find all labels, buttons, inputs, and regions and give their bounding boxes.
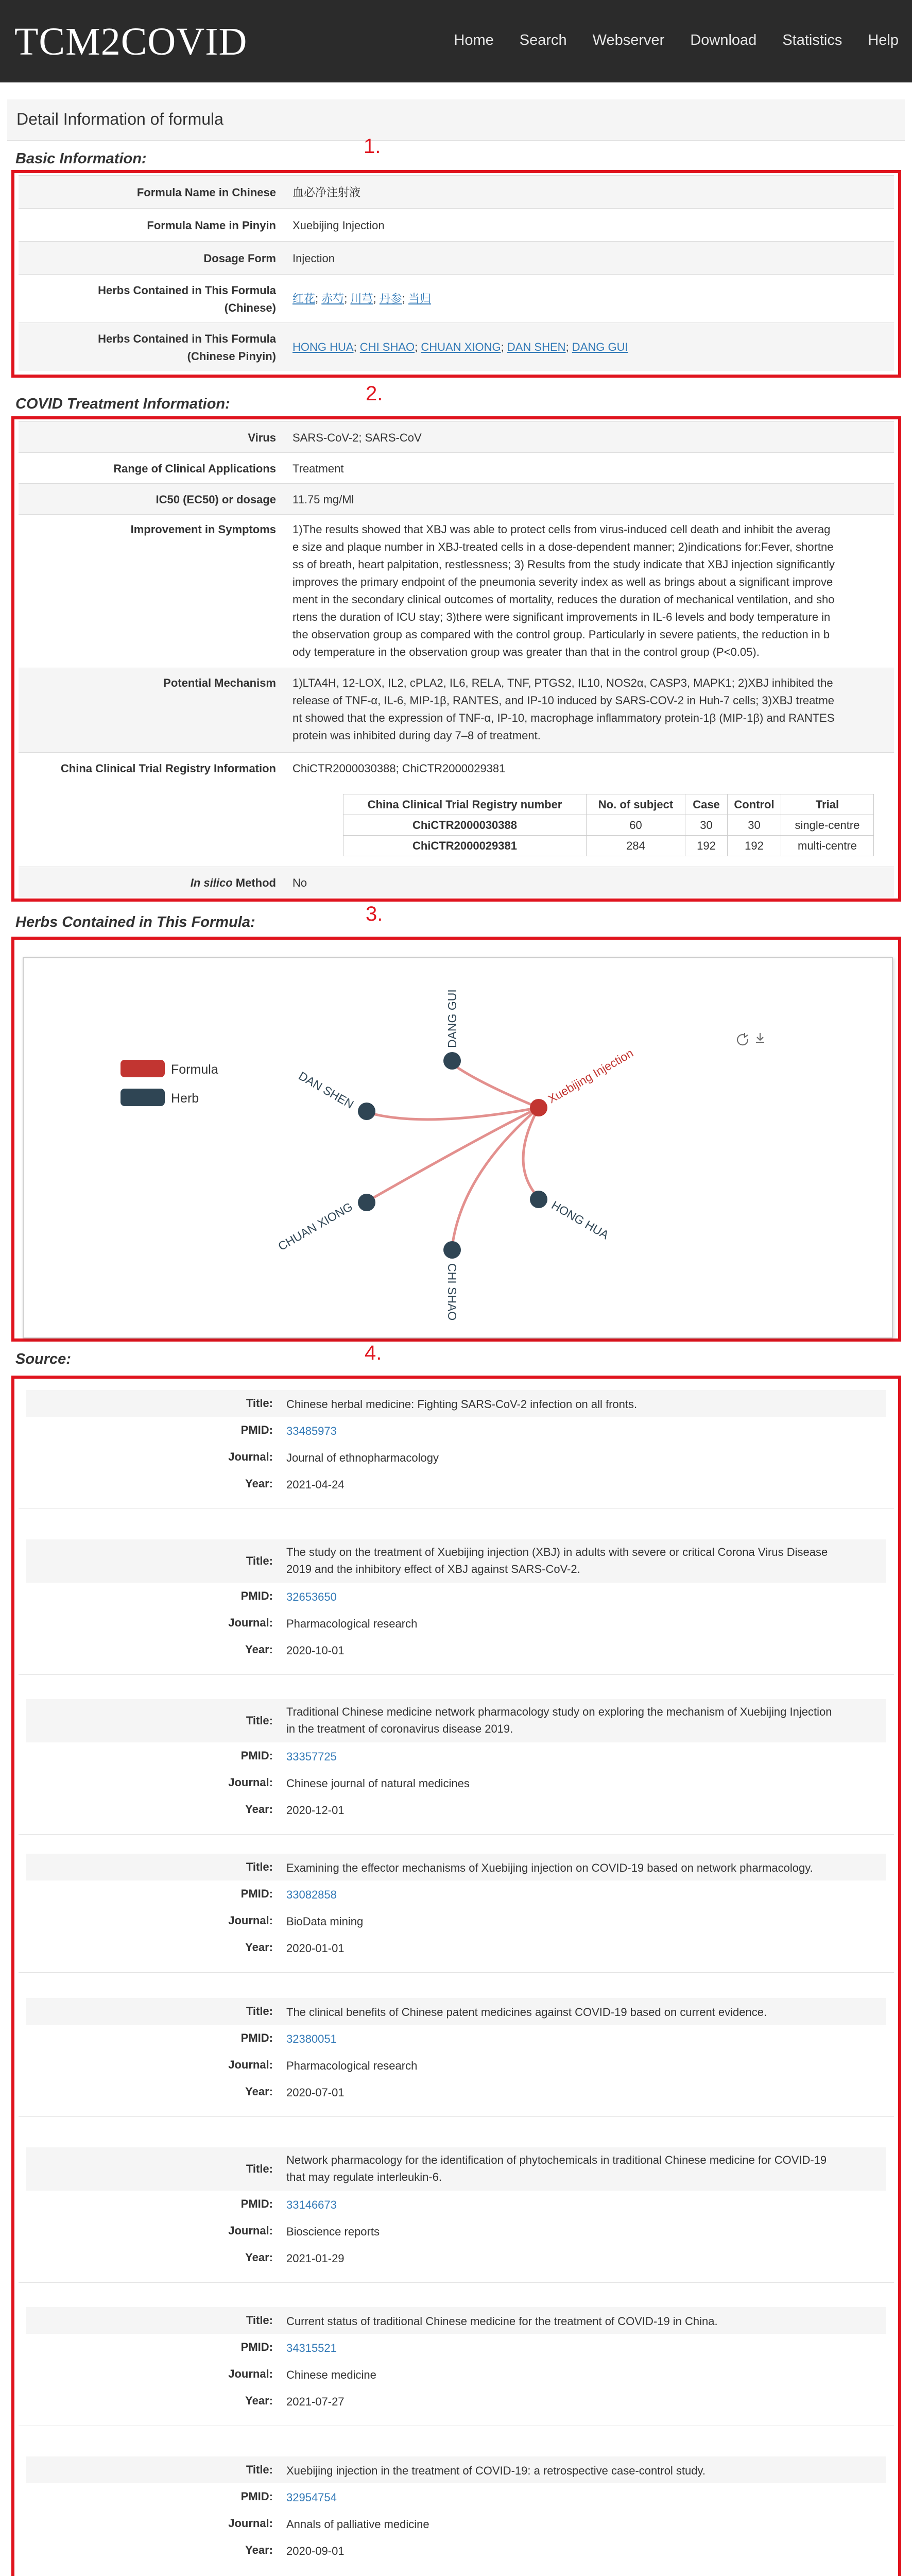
source-title-row: [26, 2147, 886, 2191]
herb-link-cn[interactable]: 丹参: [379, 292, 402, 305]
source-divider: [19, 2116, 894, 2117]
source-year-label: Year:: [245, 1643, 273, 1656]
trial-cell: 60: [587, 815, 685, 836]
label-mechanism: Potential Mechanism: [163, 676, 276, 689]
graph-edge: [369, 1108, 539, 1200]
source-title: The study on the treatment of Xuebijing injection (XBJ) in adults with severe or critical Corona Virus Disease 2019 and the inhibitory effect of XBJ against SARS-CoV-2.: [286, 1546, 828, 1575]
legend-herb-swatch[interactable]: [121, 1089, 165, 1106]
value-name-cn: 血必净注射液: [292, 186, 361, 199]
source-title-row: [26, 2307, 886, 2334]
value-insilico: No: [292, 876, 307, 889]
trial-cell: 30: [728, 815, 781, 836]
trial-col-header: Trial: [781, 794, 874, 815]
legend-formula-swatch[interactable]: [121, 1060, 165, 1077]
source-title-label: Title:: [246, 1397, 273, 1410]
source-year-label: Year:: [245, 1941, 273, 1954]
source-title: Xuebijing injection in the treatment of COVID-19: a retrospective case-control study.: [286, 2464, 705, 2477]
source-journal-row: [26, 1769, 886, 1796]
source-year-row: [26, 1796, 886, 1823]
source-journal-label: Journal:: [228, 1616, 273, 1629]
nav-download[interactable]: Download: [690, 32, 757, 48]
nav-home[interactable]: Home: [454, 32, 494, 48]
label-herbs-py: Herbs Contained in This Formula (Chinese Pinyin): [98, 332, 276, 363]
source-title: Current status of traditional Chinese medicine for the treatment of COVID-19 in China.: [286, 2315, 718, 2328]
row-herbs-py: [19, 323, 894, 371]
trial-table-header: [343, 794, 874, 815]
value-herbs-py: HONG HUA; CHI SHAO; CHUAN XIONG; DAN SHEN; DANG GUI: [292, 341, 628, 353]
pmid-link[interactable]: 33485973: [286, 1425, 337, 1437]
label-dosage: Dosage Form: [203, 252, 276, 265]
source-year-row: [26, 2078, 886, 2105]
graph-edge: [452, 1064, 539, 1108]
source-pmid: [286, 2340, 879, 2357]
source-divider: [19, 1972, 894, 1973]
source-pmid: [286, 1588, 879, 1605]
label-registry: China Clinical Trial Registry Information: [60, 762, 276, 775]
nav-help[interactable]: Help: [868, 32, 899, 48]
source-pmid-label: PMID:: [240, 1589, 273, 1602]
source-journal: BioData mining: [286, 1915, 364, 1928]
label-improvement: Improvement in Symptoms: [130, 523, 276, 536]
herb-link-py[interactable]: DAN SHEN: [507, 341, 566, 353]
source-year: 2021-07-27: [286, 2395, 345, 2408]
source-title: Network pharmacology for the identification of phytochemicals in traditional Chinese medicine for COVID-19 that may regulate interleukin-6.: [286, 2154, 827, 2183]
value-herbs-cn: 红花; 赤芍; 川芎; 丹参; 当归: [292, 292, 432, 305]
source-journal-label: Journal:: [228, 2367, 273, 2380]
source-title-label: Title:: [246, 2005, 273, 2018]
source-title-label: Title:: [246, 2314, 273, 2327]
value-improvement: 1)The results showed that XBJ was able to protect cells from virus-induced cell death and inhibit the averag e size and plaque number in XBJ-treated cells in a dose-dependent manner; 2)indications for:Fever, shortne ss of breath, heart palpitation, restlessness; 3) Results from the study indicate that XBJ injection significantly improves the primary endpoint of the pneumonia severity index as well as brings about a significant improve ment in the secondary clinical outcomes of mortality, reduces the duration of mechanical ventilation, and sho rtens the duration of ICU stay; 3)there were significant improvements in IL-6 levels and body temperature in the observation group as compared with the control group. Particularly in severe patients, the reduction in b ody temperature in the observation group was greater than that in the control group (P<0.05).: [292, 523, 835, 658]
source-title-row: [26, 1539, 886, 1583]
brand-logo[interactable]: TCM2COVID: [14, 20, 248, 63]
herb-network-graph: [23, 957, 893, 1338]
herb-label-chuan-xiong: CHUAN XIONG: [276, 1199, 355, 1253]
trial-cell: 192: [685, 836, 728, 856]
source-year-row: [26, 1470, 886, 1497]
row-name-cn: [19, 175, 894, 208]
source-journal-row: [26, 1609, 886, 1636]
source-title-label: Title:: [246, 1860, 273, 1873]
graph-edge: [369, 1108, 539, 1120]
herb-link-py[interactable]: CHI SHAO: [359, 341, 415, 353]
source-pmid-row: [26, 2483, 886, 2510]
source-year-row: [26, 2244, 886, 2271]
source-year-label: Year:: [245, 2085, 273, 2098]
nav-menu: [428, 32, 899, 49]
source-divider: [19, 1834, 894, 1835]
source-title-row: [26, 1854, 886, 1880]
source-pmid-label: PMID:: [240, 1887, 273, 1900]
source-year: 2020-01-01: [286, 1942, 345, 1955]
source-pmid: [286, 1422, 879, 1439]
nav-webserver[interactable]: Webserver: [592, 32, 665, 48]
value-virus: SARS-CoV-2; SARS-CoV: [292, 431, 422, 444]
source-pmid-row: [26, 1417, 886, 1444]
source-pmid-label: PMID:: [240, 2031, 273, 2044]
source-title-label: Title:: [246, 1554, 273, 1567]
source-year-row: [26, 2537, 886, 2564]
label-name-cn: Formula Name in Chinese: [136, 186, 276, 199]
source-pmid-row: [26, 2334, 886, 2361]
source-title: Examining the effector mechanisms of Xuebijing injection on COVID-19 based on network pharmacology.: [286, 1861, 813, 1874]
source-title-label: Title:: [246, 2463, 273, 2476]
source-pmid: [286, 1886, 879, 1903]
formula-label: Xuebijing Injection: [545, 1046, 636, 1106]
source-journal-label: Journal:: [228, 1776, 273, 1789]
herb-link-cn[interactable]: 红花: [292, 292, 316, 305]
source-journal: Journal of ethnopharmacology: [286, 1451, 439, 1464]
herb-label-hong-hua: HONG HUA: [549, 1198, 611, 1242]
source-journal-label: Journal:: [228, 2517, 273, 2530]
source-title-label: Title:: [246, 1714, 273, 1727]
source-title-label: Title:: [246, 2162, 273, 2175]
source-year-row: [26, 1636, 886, 1663]
source-journal-row: [26, 1907, 886, 1934]
label-herbs-cn: Herbs Contained in This Formula (Chinese): [98, 284, 276, 314]
legend-herb-label[interactable]: Herb: [171, 1091, 199, 1106]
herb-label-dang-gui: DANG GUI: [445, 989, 459, 1048]
trial-col-header: Case: [685, 794, 728, 815]
source-journal: Chinese journal of natural medicines: [286, 1777, 470, 1790]
source-pmid: [286, 2196, 879, 2213]
source-pmid-row: [26, 2025, 886, 2052]
source-journal-row: [26, 1444, 886, 1470]
value-dosage: Injection: [292, 252, 335, 265]
herb-node-hong-hua[interactable]: [530, 1191, 547, 1208]
source-pmid: [286, 2489, 879, 2506]
herb-link-cn[interactable]: 川芎: [350, 292, 373, 305]
trial-cell: ChiCTR2000029381: [343, 836, 587, 856]
pmid-link[interactable]: 32653650: [286, 1590, 337, 1603]
source-pmid: [286, 2030, 879, 2047]
trial-row: [343, 815, 874, 836]
source-year: 2020-10-01: [286, 1644, 345, 1657]
source-journal-label: Journal:: [228, 2058, 273, 2071]
herb-node-dan-shen[interactable]: [358, 1103, 375, 1120]
trial-col-header: Control: [728, 794, 781, 815]
source-year-label: Year:: [245, 1803, 273, 1816]
section-covid-heading: COVID Treatment Information:: [15, 396, 230, 412]
row-registry: [19, 752, 894, 867]
trial-table: [343, 794, 874, 856]
source-journal: Pharmacological research: [286, 1617, 418, 1630]
value-registry: ChiCTR2000030388; ChiCTR2000029381: [292, 762, 506, 775]
source-year: 2020-09-01: [286, 2545, 345, 2557]
source-year: 2020-07-01: [286, 2086, 345, 2099]
section-basic-heading: Basic Information:: [15, 150, 147, 167]
annotation-2: 2.: [366, 382, 383, 405]
save-icon[interactable]: [756, 1033, 764, 1042]
restore-icon[interactable]: [737, 1033, 748, 1045]
value-name-py: Xuebijing Injection: [292, 219, 385, 232]
row-mechanism: [19, 668, 894, 752]
source-year-row: [26, 1934, 886, 1961]
row-herbs-cn: [19, 274, 894, 323]
source-year-row: [26, 2387, 886, 2414]
source-journal-label: Journal:: [228, 1450, 273, 1463]
row-name-py: [19, 208, 894, 241]
source-title-row: [26, 1390, 886, 1417]
legend-formula-label[interactable]: Formula: [171, 1062, 218, 1077]
herb-node-chuan-xiong[interactable]: [358, 1194, 375, 1211]
trial-cell: ChiCTR2000030388: [343, 815, 587, 836]
annotation-3: 3.: [366, 903, 383, 925]
pmid-link[interactable]: 32954754: [286, 2491, 337, 2504]
source-journal: Chinese medicine: [286, 2368, 376, 2381]
source-pmid-row: [26, 2191, 886, 2217]
trial-cell: multi-centre: [781, 836, 874, 856]
herb-node-chi-shao[interactable]: [443, 1241, 461, 1259]
pmid-link[interactable]: 33146673: [286, 2198, 337, 2211]
row-dosage: [19, 241, 894, 274]
section-herbs-heading: Herbs Contained in This Formula:: [15, 914, 255, 930]
row-range: [19, 452, 894, 483]
source-divider: [19, 2282, 894, 2283]
source-pmid-label: PMID:: [240, 1749, 273, 1762]
trial-cell: 192: [728, 836, 781, 856]
row-ic50: [19, 483, 894, 514]
source-pmid-label: PMID:: [240, 2197, 273, 2210]
label-virus: Virus: [248, 431, 276, 444]
herb-node-dang-gui[interactable]: [443, 1052, 461, 1070]
nav-search[interactable]: Search: [519, 32, 567, 48]
trial-col-header: China Clinical Trial Registry number: [343, 794, 587, 815]
label-ic50: IC50 (EC50) or dosage: [156, 493, 276, 506]
trial-col-header: No. of subject: [587, 794, 685, 815]
source-pmid-row: [26, 1742, 886, 1769]
label-range: Range of Clinical Applications: [113, 462, 276, 475]
source-title: The clinical benefits of Chinese patent medicines against COVID-19 based on current evidence.: [286, 2006, 767, 2019]
source-pmid-label: PMID:: [240, 2490, 273, 2503]
annotation-4: 4.: [365, 1342, 382, 1364]
herb-link-py[interactable]: HONG HUA: [292, 341, 354, 353]
trial-cell: single-centre: [781, 815, 874, 836]
herb-link-cn[interactable]: 当归: [408, 292, 432, 305]
source-year: 2021-04-24: [286, 1478, 345, 1491]
source-journal: Bioscience reports: [286, 2225, 380, 2238]
row-insilico: [19, 867, 894, 897]
trial-row: [343, 836, 874, 856]
herb-link-cn[interactable]: 赤芍: [321, 292, 345, 305]
source-title-row: [26, 1699, 886, 1742]
value-ic50: 11.75 mg/Ml: [292, 493, 354, 506]
source-title-row: [26, 2456, 886, 2483]
navbar: [0, 0, 912, 82]
source-journal-row: [26, 2217, 886, 2244]
source-year-label: Year:: [245, 2394, 273, 2407]
source-pmid-label: PMID:: [240, 2341, 273, 2353]
source-title: Chinese herbal medicine: Fighting SARS-CoV-2 infection on all fronts.: [286, 1398, 638, 1411]
source-year: 2021-01-29: [286, 2252, 345, 2265]
section-source-heading: Source:: [15, 1351, 71, 1367]
source-pmid-label: PMID:: [240, 1423, 273, 1436]
page-title: Detail Information of formula: [7, 99, 905, 141]
trial-cell: 284: [587, 836, 685, 856]
source-divider: [19, 1674, 894, 1675]
herb-label-dan-shen: DAN SHEN: [296, 1069, 356, 1111]
graph-canvas: [24, 958, 892, 1337]
pmid-link[interactable]: 33357725: [286, 1750, 337, 1763]
source-year-label: Year:: [245, 1477, 273, 1490]
source-pmid-row: [26, 1583, 886, 1609]
pmid-link[interactable]: 33082858: [286, 1888, 337, 1901]
pmid-link[interactable]: 34315521: [286, 2342, 337, 2354]
label-insilico: In silico Method: [190, 876, 276, 889]
source-journal: Annals of palliative medicine: [286, 2518, 429, 2531]
value-mechanism: 1)LTA4H, 12-LOX, IL2, cPLA2, IL6, RELA, TNF, PTGS2, IL10, NOS2α, CASP3, MAPK1; 2)XBJ inhibited the release of TNF-α, IL-6, MIP-1β, RANTES, and IP-10 induced by SARS-COV-2 in Huh-7 cells; 3)XBJ treatme nt showed that the expression of TNF-α, IP-10, macrophage inflammatory protein-1β (MIP-1β) and RANTES protein was inhibited during day 7–8 of treatment.: [292, 676, 835, 742]
source-title: Traditional Chinese medicine network pharmacology study on exploring the mechanism of Xuebijing Injection in the treatment of coronavirus disease 2019.: [286, 1705, 832, 1735]
trial-cell: 30: [685, 815, 728, 836]
source-journal-label: Journal:: [228, 1914, 273, 1927]
nav-statistics[interactable]: Statistics: [782, 32, 842, 48]
source-year-label: Year:: [245, 2544, 273, 2556]
herb-label-chi-shao: CHI SHAO: [445, 1263, 459, 1321]
source-journal-row: [26, 2052, 886, 2078]
herb-link-py[interactable]: CHUAN XIONG: [421, 341, 501, 353]
value-range: Treatment: [292, 462, 344, 475]
pmid-link[interactable]: 32380051: [286, 2032, 337, 2045]
source-year-label: Year:: [245, 2251, 273, 2264]
source-pmid-row: [26, 1880, 886, 1907]
source-journal-label: Journal:: [228, 2224, 273, 2237]
source-title-row: [26, 1998, 886, 2025]
annotation-1: 1.: [364, 135, 381, 158]
source-pmid: [286, 1748, 879, 1765]
row-virus: [19, 421, 894, 452]
label-name-py: Formula Name in Pinyin: [147, 219, 276, 232]
source-journal: Pharmacological research: [286, 2059, 418, 2072]
row-improvement: [19, 514, 894, 668]
herb-link-py[interactable]: DANG GUI: [572, 341, 628, 353]
source-journal-row: [26, 2510, 886, 2537]
formula-node-xuebijing[interactable]: [530, 1099, 547, 1116]
source-year: 2020-12-01: [286, 1804, 345, 1817]
source-journal-row: [26, 2361, 886, 2387]
